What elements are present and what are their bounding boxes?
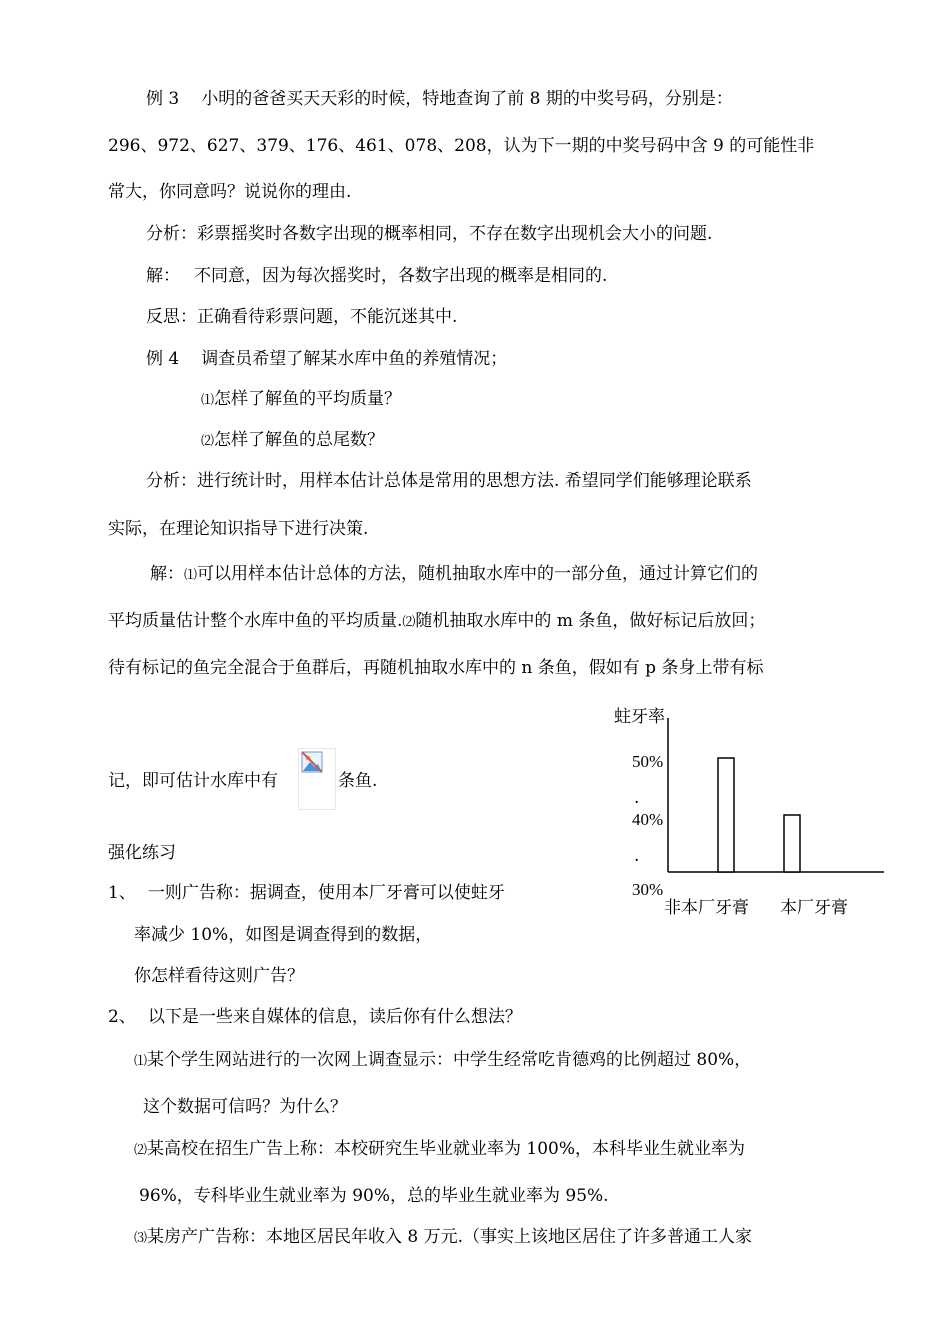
practice-title: 强化练习 [108, 843, 176, 863]
example3-reflection: 反思：正确看待彩票问题，不能沉迷其中. [146, 307, 458, 327]
example4-intro: 例 4 调查员希望了解某水库中鱼的养殖情况； [146, 349, 508, 369]
example3-line3: 常大，你同意吗？说说你的理由. [108, 182, 352, 202]
tick-dot: . [634, 788, 640, 808]
example4-solution-3: 待有标记的鱼完全混合于鱼群后，再随机抽取水库中的 n 条鱼，假如有 p 条身上带有标 [108, 658, 764, 678]
bar-本厂牙膏 [784, 815, 800, 872]
example4-solution-4b: 条鱼. [338, 771, 378, 791]
example4-solution-4a: 记，即可估计水库中有 [108, 771, 278, 791]
y-tick-label: 30% [632, 880, 664, 899]
example4-question-2: ⑵怎样了解鱼的总尾数？ [201, 430, 385, 450]
example4-solution-1: 解：⑴可以用样本估计总体的方法，随机抽取水库中的一部分鱼，通过计算它们的 [150, 564, 759, 584]
formula-image [298, 748, 336, 810]
x-category-label: 本厂牙膏 [780, 898, 848, 917]
example4-solution-2: 平均质量估计整个水库中鱼的平均质量.⑵随机抽取水库中的 m 条鱼，做好标记后放回； [108, 611, 766, 631]
x-category-label: 非本厂牙膏 [664, 898, 749, 917]
practice-item1-line2: 这个数据可信吗？为什么？ [143, 1097, 347, 1117]
chart-title: 蛀牙率 [614, 707, 665, 726]
example4-analysis-1: 分析：进行统计时，用样本估计总体是常用的思想方法. 希望同学们能够理论联系 [146, 471, 752, 491]
practice-item2-line1: ⑵某高校在招生广告上称：本校研究生毕业就业率为 100%，本科毕业生就业率为 [134, 1139, 746, 1159]
practice-q1-line1: 1、 一则广告称：据调查，使用本厂牙膏可以使蛀牙 [108, 883, 505, 903]
practice-item3-line1: ⑶某房产广告称：本地区居民年收入 8 万元.（事实上该地区居住了许多普通工人家 [134, 1227, 753, 1247]
practice-q2: 2、 以下是一些来自媒体的信息，读后你有什么想法？ [108, 1007, 522, 1027]
example3-label: 例 3 [146, 89, 180, 109]
example4-analysis-2: 实际，在理论知识指导下进行决策. [108, 519, 369, 539]
example3-line1: 例 3 小明的爸爸买天天彩的时候，特地查询了前 8 期的中奖号码，分别是： [146, 89, 733, 109]
practice-q1-line3: 你怎样看待这则广告？ [134, 966, 304, 986]
practice-item1-line1: ⑴某个学生网站进行的一次网上调查显示：中学生经常吃肯德鸡的比例超过 80%， [134, 1050, 752, 1070]
example3-analysis: 分析：彩票摇奖时各数字出现的概率相同，不存在数字出现机会大小的问题. [146, 224, 713, 244]
practice-q1-line2: 率减少 10%，如图是调查得到的数据， [134, 925, 433, 945]
bar-非本厂牙膏 [718, 758, 734, 872]
decay-rate-chart [612, 700, 902, 940]
example3-solution: 解： 不同意，因为每次摇奖时，各数字出现的概率是相同的. [146, 266, 608, 286]
y-tick-label: 50% [632, 752, 664, 771]
broken-image-icon [301, 751, 323, 773]
example4-question-1: ⑴怎样了解鱼的平均质量？ [201, 389, 402, 409]
y-tick-label: 40% [632, 810, 664, 829]
practice-item2-line2: 96%，专科毕业生就业率为 90%，总的毕业生就业率为 95%. [139, 1186, 609, 1206]
tick-dot: . [634, 846, 640, 866]
example3-line2: 296、972、627、379、176、461、078、208，认为下一期的中奖号码中含 9 的可能性非 [108, 136, 815, 156]
example4-label: 例 4 [146, 349, 180, 369]
